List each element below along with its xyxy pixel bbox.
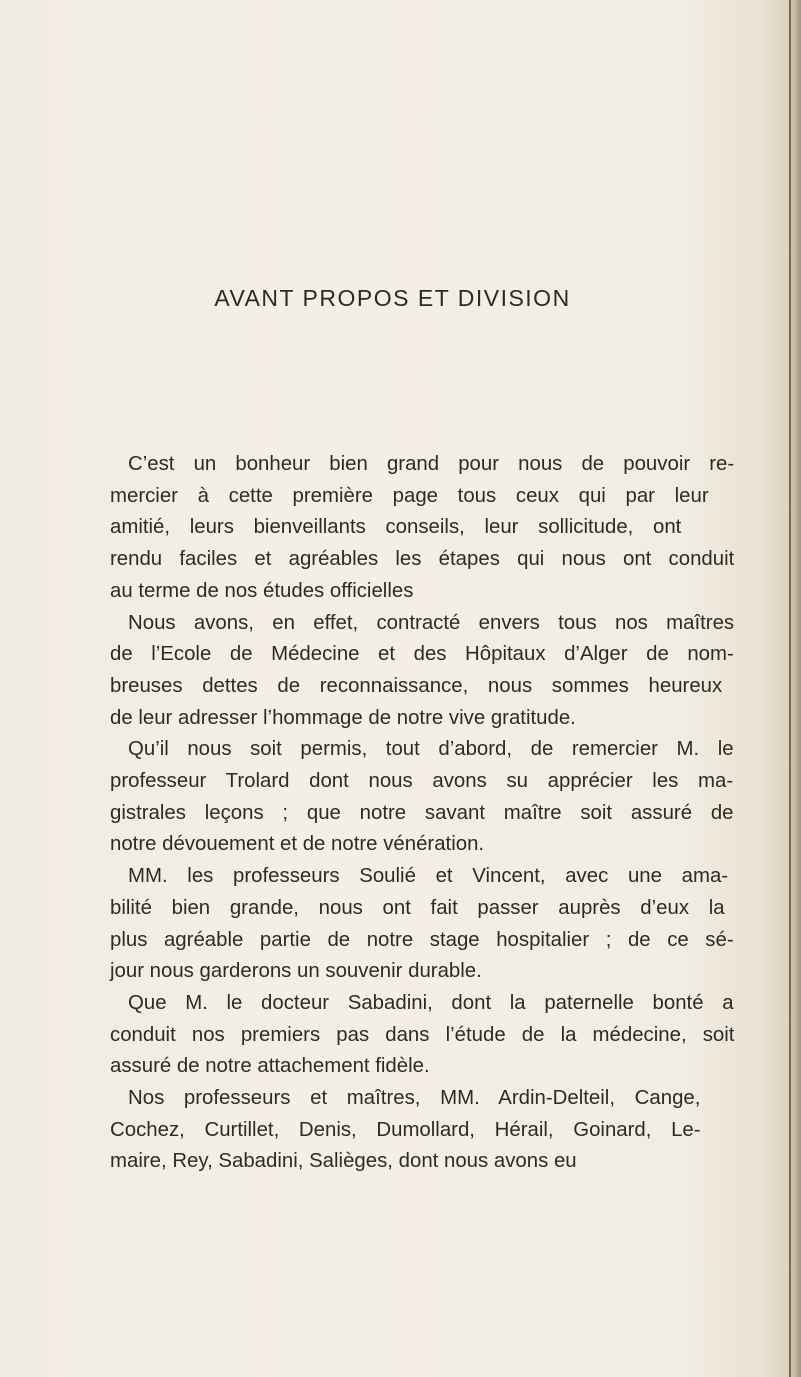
- text-line: assuré de notre attachement fidèle.: [110, 1055, 430, 1078]
- text-line: de l’Ecole de Médecine et des Hôpitaux d’Alger de nom-: [110, 643, 734, 666]
- text-line: professeur Trolard dont nous avons su apprécier les ma-: [110, 770, 734, 792]
- text-line: C’est un bonheur bien grand pour nous de pouvoir re-: [128, 453, 735, 475]
- text-line: amitié, leurs bienveillants conseils, leur sollicitude, ont: [110, 516, 682, 539]
- text-line: maire, Rey, Sabadini, Saliѐges, dont nous avons eu: [110, 1150, 577, 1173]
- text-line: Nos professeurs et maîtres, MM. Ardin-Delteil, Cange,: [128, 1087, 701, 1109]
- text-line: au terme de nos études officielles: [110, 579, 414, 602]
- text-line: MM. les professeurs Soulié et Vincent, avec une ama-: [128, 865, 729, 888]
- text-line: bilité bien grande, nous ont fait passer auprès d’eux la: [110, 896, 725, 919]
- text-line: mercier à cette première page tous ceux qui par leur: [110, 484, 709, 507]
- text-line: notre dévouement et de notre vénération.: [110, 833, 485, 856]
- text-line: gistrales leçons ; que notre savant maître soit assuré de: [110, 801, 734, 824]
- text-line: breuses dettes de reconnaissance, nous sommes heureux: [110, 674, 723, 697]
- text-line: Que M. le docteur Sabadini, dont la paternelle bonté a: [128, 991, 734, 1014]
- text-line: Nous avons, en effet, contracté envers tous nos maîtres: [128, 611, 735, 634]
- text-line: plus agréable partie de notre stage hospitalier ; de ce sé-: [110, 928, 734, 951]
- page-heading: [0, 285, 801, 312]
- heading-text: AVANT PROPOS ET DIVISION: [214, 285, 571, 311]
- text-line: jour nous garderons un souvenir durable.: [110, 960, 482, 983]
- text-line: de leur adresser l’hommage de notre vive gratitude.: [110, 706, 576, 729]
- text-line: Cochez, Curtillet, Denis, Dumollard, Hérail, Goinard, Le-: [110, 1118, 701, 1141]
- page-edge-line: [789, 0, 791, 1377]
- text-line: Qu’il nous soit permis, tout d’abord, de remercier M. le: [128, 738, 734, 761]
- text-line: rendu faciles et agréables les étapes qui nous ont conduit: [110, 548, 735, 571]
- text-line: conduit nos premiers pas dans l’étude de la médecine, soit: [110, 1023, 735, 1046]
